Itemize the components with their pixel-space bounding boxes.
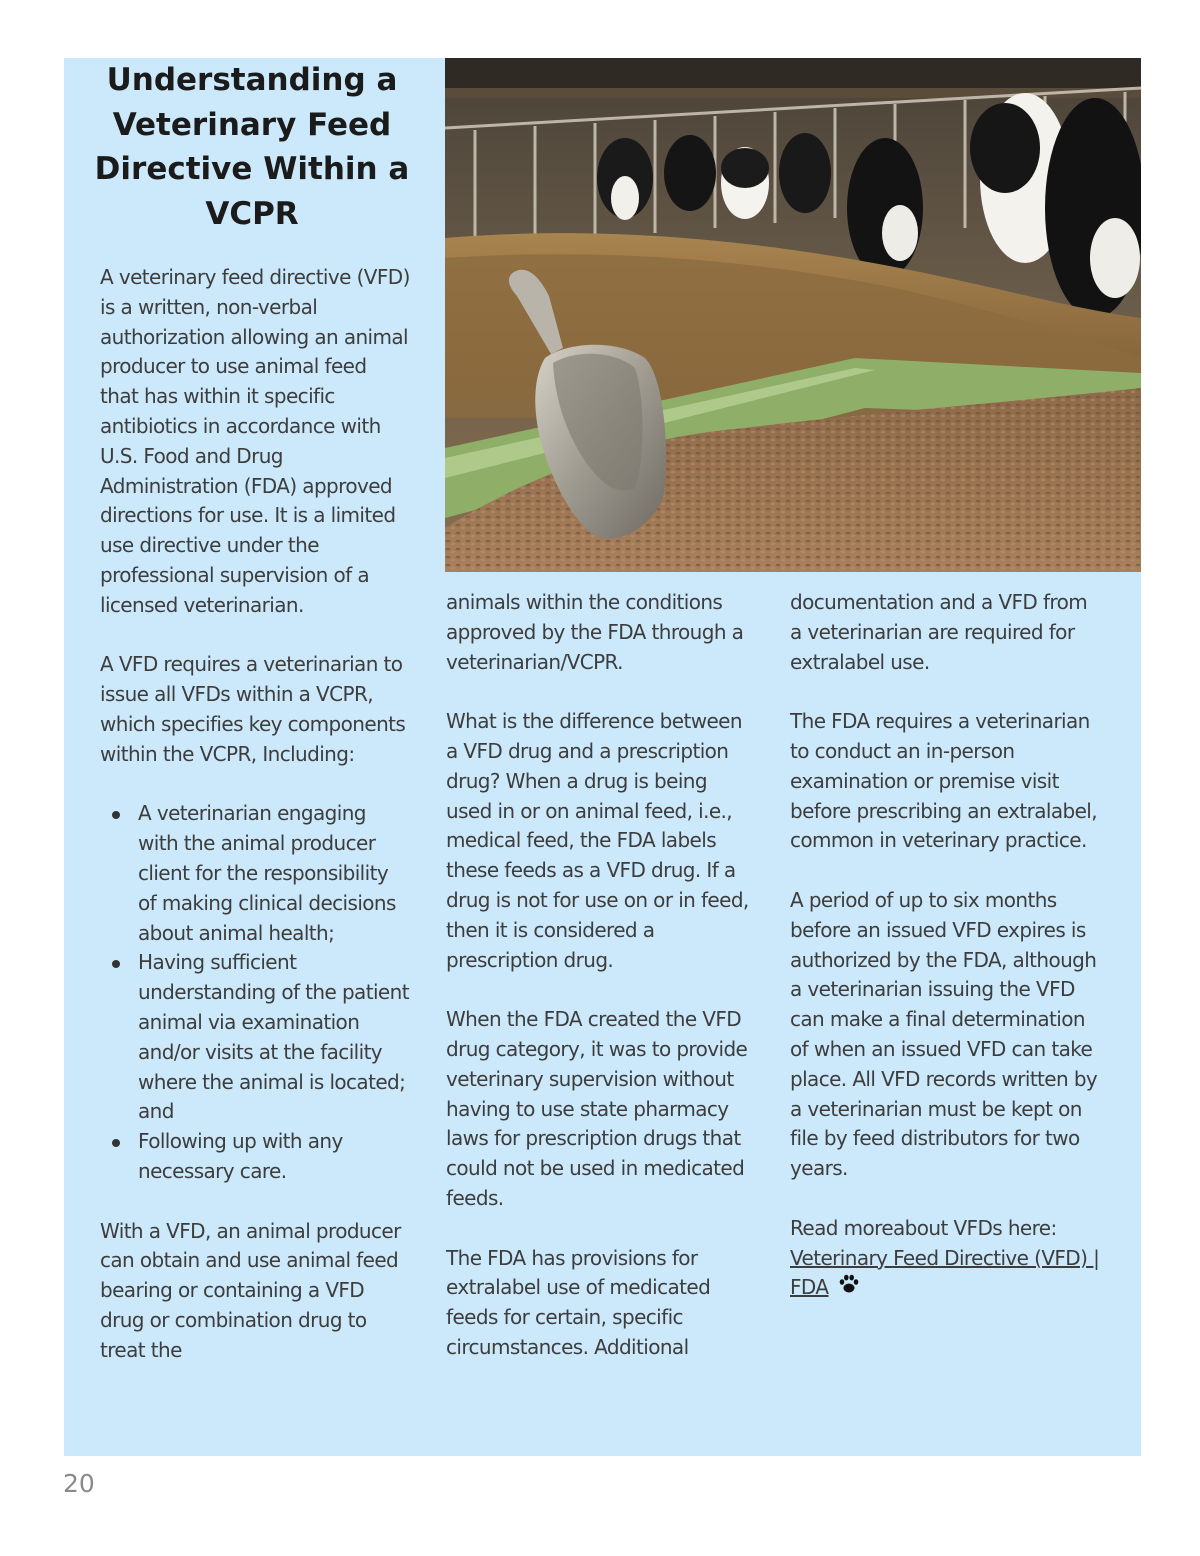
article-title: Understanding a Veterinary Feed Directive Within a VCPR bbox=[94, 62, 410, 232]
column-middle bbox=[446, 588, 758, 1363]
vcpr-components-list bbox=[100, 799, 410, 1186]
list-item: Following up with any necessary care. bbox=[100, 1127, 410, 1187]
paragraph-vfd-category: When the FDA created the VFD drug category, it was to provide veterinary supervision without having to use state pharmacy laws for prescription drugs that could not be used in medicated feeds. bbox=[446, 1007, 748, 1210]
paragraph-vfd-expiry: A period of up to six months before an issued VFD expires is authorized by the FDA, although a veterinarian issuing the VFD can make a final determination of when an issued VFD can take place. All VFD records written by a veterinarian must be kept on file by feed distributors for two years. bbox=[790, 887, 1098, 1181]
paragraph-vfd-use: With a VFD, an animal producer can obtain and use animal feed bearing or containing a VFD drug or combination drug to treat the bbox=[100, 1218, 401, 1362]
column-right bbox=[790, 588, 1102, 1304]
fda-vfd-link[interactable]: Veterinary Feed Directive (VFD) | FDA bbox=[790, 1245, 1100, 1300]
list-item: A veterinarian engaging with the animal producer client for the responsibility of making clinical decisions about animal health; bbox=[100, 799, 410, 948]
feed-scoop-barn-photo bbox=[445, 58, 1141, 572]
paragraph-exam-requirement: The FDA requires a veterinarian to conduct an in-person examination or premise visit before prescribing an extralabel, common in veterinary practice. bbox=[790, 709, 1098, 853]
paragraph-extralabel-provisions: The FDA has provisions for extralabel use of medicated feeds for certain, specific circumstances. Additional bbox=[446, 1245, 711, 1359]
paragraph-vfd-definition: A veterinary feed directive (VFD) is a written, non-verbal authorization allowing an animal producer to use animal feed that has within it specific antibiotics in accordance with U.S. Food and Drug Administration (FDA) approved directions for use. It is a limited use directive under the professional supervision of a licensed veterinarian. bbox=[100, 265, 410, 617]
paw-print-icon bbox=[838, 1273, 860, 1304]
paragraph-vfd-vs-prescription: What is the difference between a VFD drug and a prescription drug? When a drug is being used in or on animal feed, i.e., medical feed, the FDA labels these feeds as a VFD drug. If a drug is not for use on or in feed, then it is considered a prescription drug. bbox=[446, 709, 749, 972]
paragraph-vfd-requirements: A VFD requires a veterinarian to issue all VFDs within a VCPR, which specifies key components within the VCPR, Including: bbox=[100, 652, 406, 766]
read-more-line bbox=[790, 1244, 1102, 1305]
page-number: 20 bbox=[63, 1469, 95, 1498]
list-item: Having sufficient understanding of the patient animal via examination and/or visits at the facility where the animal is located; and bbox=[100, 948, 410, 1127]
column-left bbox=[100, 263, 410, 1365]
paragraph-read-more: Read moreabout VFDs here: bbox=[790, 1215, 1057, 1240]
paragraph-extralabel-documentation: documentation and a VFD from a veterinarian are required for extralabel use. bbox=[790, 590, 1088, 674]
paragraph-vfd-use-continued: animals within the conditions approved by the FDA through a veterinarian/VCPR. bbox=[446, 590, 744, 674]
